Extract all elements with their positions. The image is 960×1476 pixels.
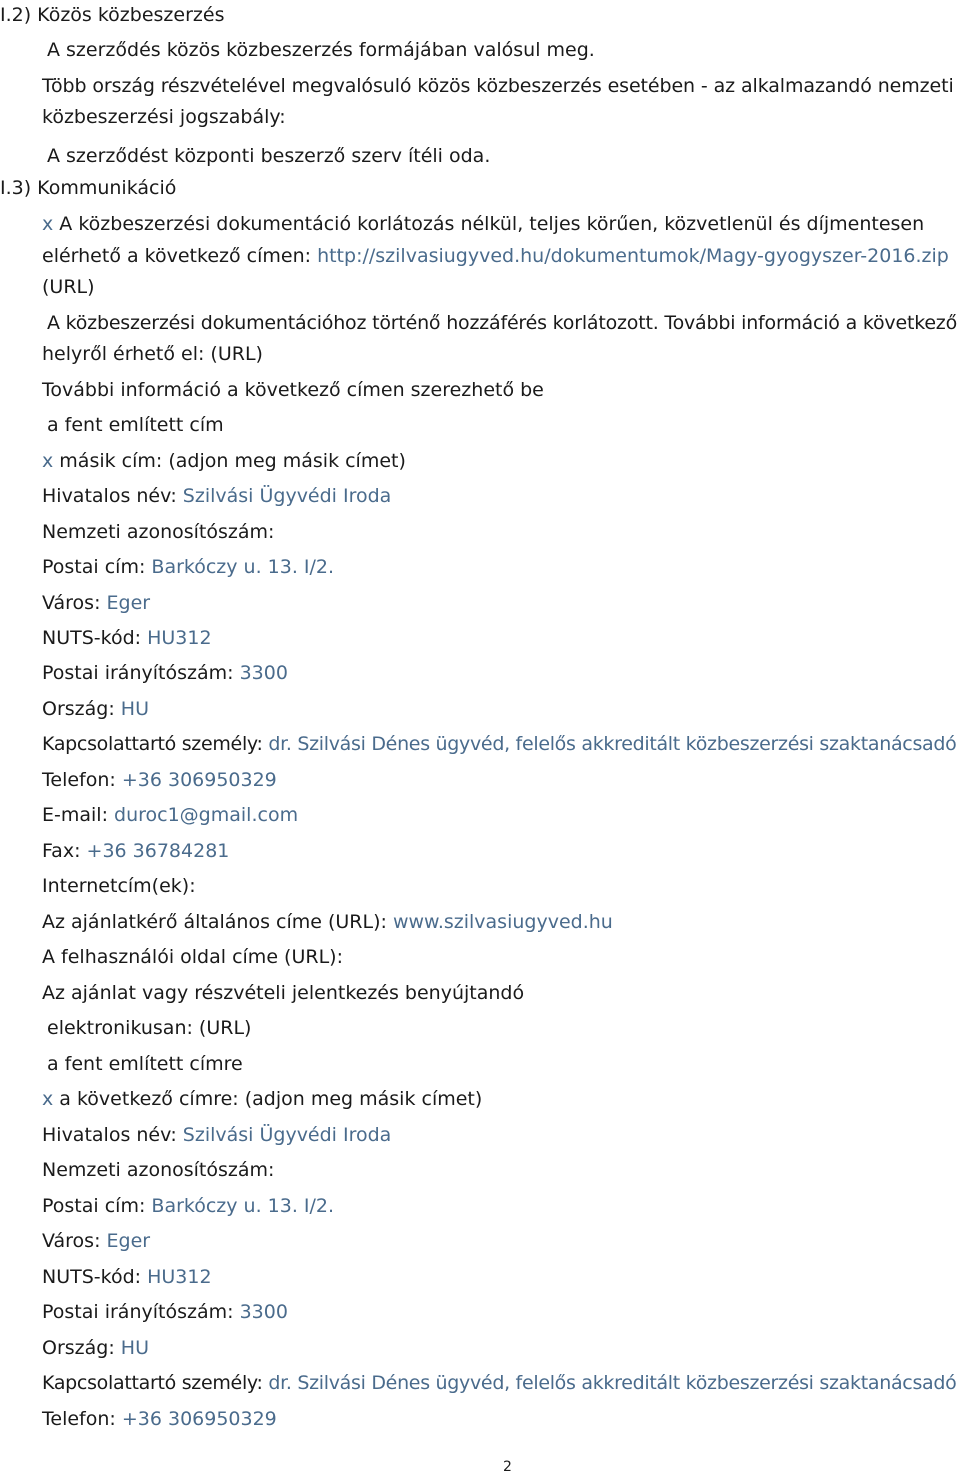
nuts-code-row (42, 626, 212, 650)
fax-value: +36 36784281 (86, 840, 230, 862)
phone-value: +36 306950329 (121, 1408, 277, 1430)
section-title-joint-procurement: I.2) Közös közbeszerzés (0, 4, 225, 26)
official-name-value: Szilvási Ügyvédi Iroda (182, 485, 392, 507)
city-label: Város: (42, 1230, 101, 1252)
phone-value: +36 306950329 (121, 769, 277, 791)
internet-addresses-heading: Internetcím(ek): (42, 875, 196, 897)
above-address-option: a fent említett cím (47, 414, 224, 436)
submission-other-option (42, 1087, 482, 1111)
other-address-option (42, 449, 406, 473)
contact-person-row (42, 732, 956, 756)
email-link[interactable]: duroc1@gmail.com (114, 804, 299, 826)
postal-address-row (42, 1194, 334, 1218)
docs-unrestricted-line1 (42, 212, 924, 236)
country-label: Ország: (42, 1337, 115, 1359)
docs-unrestricted-text: A közbeszerzési dokumentáció korlátozás nélkül, teljes körűen, közvetlenül és díjmentesen (59, 213, 925, 235)
phone-label: Telefon: (42, 1408, 116, 1430)
general-url-row (42, 910, 613, 934)
city-row (42, 1229, 150, 1253)
zip-code-row (42, 661, 288, 685)
city-row (42, 591, 150, 615)
nuts-code-value: HU312 (147, 627, 212, 649)
official-name-label: Hivatalos név: (42, 485, 177, 507)
submission-heading: Az ajánlat vagy részvételi jelentkezés benyújtandó (42, 982, 525, 1004)
zip-code-value: 3300 (239, 1301, 288, 1323)
national-id-row: Nemzeti azonosítószám: (42, 1159, 275, 1181)
contact-person-row (42, 1371, 956, 1395)
multi-country-text-line1: Több ország részvételével megvalósuló közös közbeszerzés esetében - az alkalmazandó nemzeti (42, 75, 954, 97)
postal-address-label: Postai cím: (42, 556, 146, 578)
nuts-code-value: HU312 (147, 1266, 212, 1288)
docs-url-link[interactable]: http://szilvasiugyved.hu/dokumentumok/Magy-gyogyszer-2016.zip (317, 245, 949, 267)
submission-electronic-option: elektronikusan: (URL) (47, 1017, 252, 1039)
phone-label: Telefon: (42, 769, 116, 791)
official-name-value: Szilvási Ügyvédi Iroda (182, 1124, 392, 1146)
official-name-label: Hivatalos név: (42, 1124, 177, 1146)
national-id-row: Nemzeti azonosítószám: (42, 521, 275, 543)
phone-row (42, 1407, 277, 1431)
section-title-communication: I.3) Kommunikáció (0, 177, 177, 199)
multi-country-text-line2: közbeszerzési jogszabály: (42, 106, 286, 128)
checkbox-mark: x (42, 213, 54, 235)
submission-other-text: a következő címre: (adjon meg másik címet) (59, 1088, 483, 1110)
postal-address-value: Barkóczy u. 13. I/2. (151, 556, 335, 578)
country-value: HU (120, 1337, 149, 1359)
email-row (42, 803, 298, 827)
more-info-heading: További információ a következő címen szerezhető be (42, 379, 544, 401)
country-row (42, 697, 149, 721)
restricted-access-line1: A közbeszerzési dokumentációhoz történő hozzáférés korlátozott. További információ a következő (47, 312, 958, 334)
general-url-label: Az ajánlatkérő általános címe (URL): (42, 911, 387, 933)
city-value: Eger (106, 1230, 151, 1252)
postal-address-row (42, 555, 334, 579)
nuts-code-row (42, 1265, 212, 1289)
postal-address-value: Barkóczy u. 13. I/2. (151, 1195, 335, 1217)
buyer-profile-row: A felhasználói oldal címe (URL): (42, 946, 343, 968)
other-address-text: másik cím: (adjon meg másik címet) (59, 450, 406, 472)
docs-unrestricted-line2 (42, 244, 949, 268)
page-number: 2 (503, 1459, 512, 1475)
contact-person-value: dr. Szilvási Dénes ügyvéd, felelős akkreditált közbeszerzési szaktanácsadó (268, 733, 957, 755)
submission-above-option: a fent említett címre (47, 1053, 243, 1075)
zip-code-label: Postai irányítószám: (42, 1301, 234, 1323)
postal-address-label: Postai cím: (42, 1195, 146, 1217)
checkbox-mark: x (42, 450, 54, 472)
email-label: E-mail: (42, 804, 108, 826)
general-url-link[interactable]: www.szilvasiugyved.hu (392, 911, 613, 933)
zip-code-label: Postai irányítószám: (42, 662, 234, 684)
country-label: Ország: (42, 698, 115, 720)
city-value: Eger (106, 592, 151, 614)
fax-label: Fax: (42, 840, 81, 862)
joint-procurement-statement: A szerződés közös közbeszerzés formájában valósul meg. (47, 39, 595, 61)
phone-row (42, 768, 277, 792)
official-name-row (42, 1123, 391, 1147)
zip-code-row (42, 1300, 288, 1324)
docs-url-suffix: (URL) (42, 276, 95, 298)
contact-person-label: Kapcsolattartó személy: (42, 1372, 263, 1394)
contact-person-value: dr. Szilvási Dénes ügyvéd, felelős akkreditált közbeszerzési szaktanácsadó (268, 1372, 957, 1394)
city-label: Város: (42, 592, 101, 614)
country-value: HU (120, 698, 149, 720)
contact-person-label: Kapcsolattartó személy: (42, 733, 263, 755)
nuts-code-label: NUTS-kód: (42, 1266, 142, 1288)
checkbox-mark: x (42, 1088, 54, 1110)
fax-row (42, 839, 229, 863)
docs-address-label: elérhető a következő címen: (42, 245, 312, 267)
nuts-code-label: NUTS-kód: (42, 627, 142, 649)
official-name-row (42, 484, 391, 508)
central-purchasing-statement: A szerződést központi beszerző szerv ítéli oda. (47, 145, 491, 167)
restricted-access-line2: helyről érhető el: (URL) (42, 343, 263, 365)
zip-code-value: 3300 (239, 662, 288, 684)
country-row (42, 1336, 149, 1360)
